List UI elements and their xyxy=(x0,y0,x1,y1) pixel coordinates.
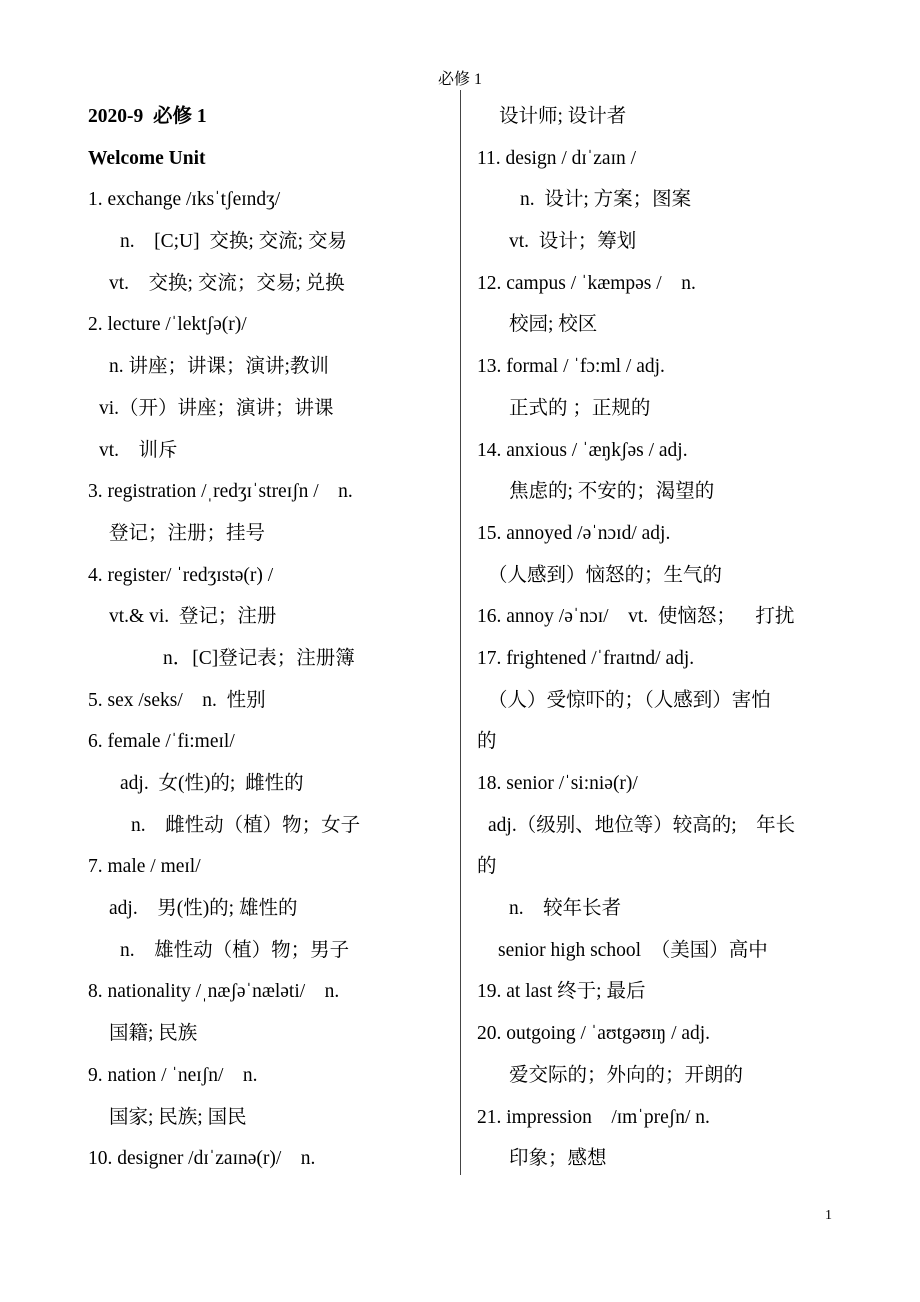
vocab-line: 11. design / dɪˈzaɪn / xyxy=(477,147,637,169)
vocab-line: 21. impression /ɪmˈpreʃn/ n. xyxy=(477,1106,710,1128)
vocab-line: 14. anxious / ˈæŋkʃəs / adj. xyxy=(477,439,688,461)
vocab-line: n. 雌性动（植）物；女子 xyxy=(131,814,361,836)
page-header: 必修 1 xyxy=(437,71,482,88)
vocab-line: 2. lecture /ˈlektʃə(r)/ xyxy=(88,314,247,336)
vocab-line: 国籍; 民族 xyxy=(109,1023,198,1045)
vocab-line: n．[C]登记表；注册簿 xyxy=(163,647,355,669)
vocab-line: vt.& vi. 登记；注册 xyxy=(109,606,277,628)
page-number: 1 xyxy=(825,1208,832,1223)
vocab-line: （人感到）恼怒的；生气的 xyxy=(488,564,723,586)
vocab-line: 2020-9 必修 1 xyxy=(88,106,207,127)
vocab-line: 国家; 民族; 国民 xyxy=(109,1106,247,1128)
vocab-line: vt. 交换; 交流；交易; 兑换 xyxy=(109,272,345,294)
vocab-line: 12. campus / ˈkæmpəs / n. xyxy=(477,272,696,294)
vocab-line: 15. annoyed /əˈnɔɪd/ adj. xyxy=(477,522,671,544)
vocab-line: vt. 训斥 xyxy=(99,439,178,461)
vocab-line: 8. nationality /ˌnæʃəˈnæləti/ n. xyxy=(88,981,340,1003)
vocab-line: 爱交际的；外向的；开朗的 xyxy=(509,1064,744,1086)
vocab-line: senior high school （美国）高中 xyxy=(498,939,768,961)
vocab-line: 16. annoy /əˈnɔɪ/ vt. 使恼怒； 打扰 xyxy=(477,606,795,628)
vocab-line: 焦虑的; 不安的；渴望的 xyxy=(509,481,715,503)
column-divider xyxy=(460,90,461,1175)
vocab-line: 1. exchange /ɪksˈtʃeɪndʒ/ xyxy=(88,189,281,211)
vocab-line: 的 xyxy=(477,731,497,753)
vocab-line: 13. formal / ˈfɔ:ml / adj. xyxy=(477,356,665,378)
vocab-line: 18. senior /ˈsi:niə(r)/ xyxy=(477,773,638,794)
vocab-line: vi.（开）讲座；演讲；讲课 xyxy=(99,397,334,419)
vocab-line: n. 讲座；讲课；演讲;教训 xyxy=(109,356,329,378)
vocab-line: adj.（级别、地位等）较高的; 年长 xyxy=(488,814,796,836)
vocab-line: 印象；感想 xyxy=(509,1148,607,1170)
vocab-line: 登记；注册；挂号 xyxy=(109,522,266,544)
vocab-line: 19. at last 终于; 最后 xyxy=(477,981,646,1003)
left-column xyxy=(88,96,448,1180)
vocab-line: 10. designer /dɪˈzaɪnə(r)/ n. xyxy=(88,1148,316,1170)
vocab-line: 3. registration /ˌredʒɪˈstreɪʃn / n. xyxy=(88,481,353,503)
vocab-line: adj. 男(性)的; 雄性的 xyxy=(109,898,298,920)
vocab-line: adj. 女(性)的; 雌性的 xyxy=(120,773,304,794)
vocab-line: 4. register/ ˈredʒɪstə(r) / xyxy=(88,564,274,586)
vocab-line: n. 设计; 方案；图案 xyxy=(520,189,692,211)
vocab-line: 17. frightened /ˈfraɪtnd/ adj. xyxy=(477,647,695,669)
vocab-line: n. [C;U] 交换; 交流; 交易 xyxy=(120,231,347,253)
vocab-line: n. 雄性动（植）物；男子 xyxy=(120,939,350,961)
vocab-line: 6. female /ˈfi:meɪl/ xyxy=(88,731,235,753)
vocab-line: 20. outgoing / ˈaʊtgəʊɪŋ / adj. xyxy=(477,1023,711,1045)
vocab-line: 的 xyxy=(477,856,497,878)
vocab-line: 5. sex /seks/ n. 性别 xyxy=(88,689,266,711)
vocab-line: 9. nation / ˈneɪʃn/ n. xyxy=(88,1064,258,1086)
vocab-line: 设计师; 设计者 xyxy=(499,106,627,127)
vocab-line: Welcome Unit xyxy=(88,147,206,169)
vocab-line: n. 较年长者 xyxy=(509,898,622,920)
vocab-line: vt. 设计；筹划 xyxy=(509,231,637,253)
vocab-line: 7. male / meɪl/ xyxy=(88,856,201,878)
right-column xyxy=(477,96,847,1180)
vocab-line: 校园; 校区 xyxy=(509,314,598,336)
vocab-line: 正式的 ；正规的 xyxy=(509,397,651,419)
vocab-line: （人）受惊吓的；（人感到）害怕 xyxy=(488,689,771,711)
